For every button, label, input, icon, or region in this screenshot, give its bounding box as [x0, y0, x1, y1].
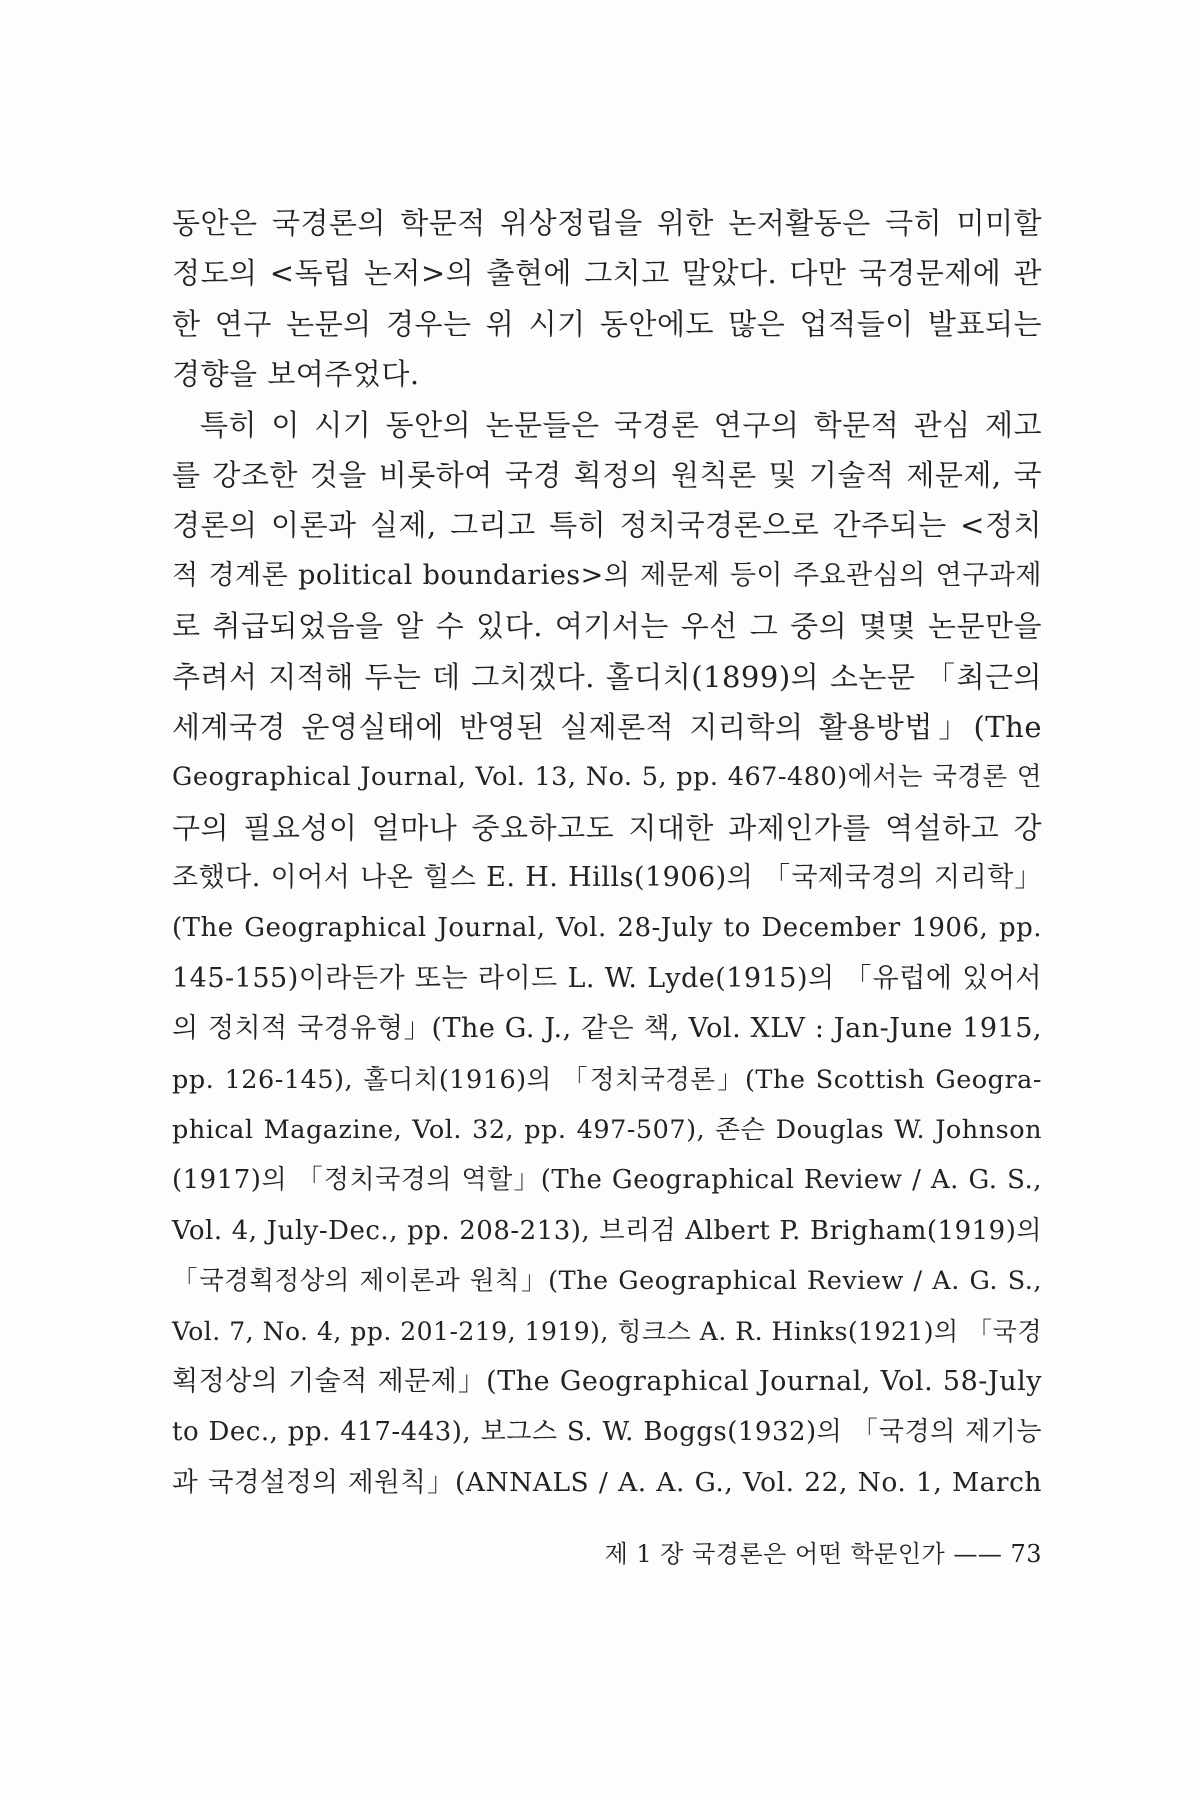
text-line: 정도의 <독립 논저>의 출현에 그치고 말았다. 다만 국경문제에 관: [172, 256, 1042, 291]
text-line: Vol. 4, July-Dec., pp. 208-213), 브리검 Albert P. Brigham(1919)의: [172, 1215, 1042, 1246]
text-line: 동안은 국경론의 학문적 위상정립을 위한 논저활동은 극히 미미할: [172, 206, 1042, 240]
text-line: Vol. 7, No. 4, pp. 201-219, 1919), 힝크스 A. R. Hinks(1921)의 「국경: [172, 1316, 1042, 1346]
text-line: 「국경획정상의 제이론과 원칙」(The Geographical Review / A. G. S.,: [172, 1266, 1042, 1297]
text-line: 특히 이 시기 동안의 논문들은 국경론 연구의 학문적 관심 제고: [200, 407, 1042, 442]
text-line: 145-155)이라든가 또는 라이드 L. W. Lyde(1915)의 「유럽에 있어서: [172, 962, 1042, 994]
text-line: 세계국경 운영실태에 반영된 실제론적 지리학의 활용방법」(The: [172, 709, 1042, 744]
text-line: 의 정치적 국경유형」(The G. J., 같은 책, Vol. XLV : Jan-June 1915,: [172, 1013, 1042, 1045]
text-line: 구의 필요성이 얼마나 중요하고도 지대한 과제인가를 역설하고 강: [172, 810, 1042, 845]
text-line: 경향을 보여주었다.: [172, 357, 420, 392]
text-line: Geographical Journal, Vol. 13, No. 5, pp. 467-480)에서는 국경론 연: [172, 762, 1042, 793]
text-line: 한 연구 논문의 경우는 위 시기 동안에도 많은 업적들이 발표되는: [172, 306, 1042, 341]
text-line: phical Magazine, Vol. 32, pp. 497-507), 존슨 Douglas W. Johnson: [172, 1115, 1042, 1146]
text-line: 경론의 이론과 실제, 그리고 특히 정치국경론으로 간주되는 <정치: [172, 508, 1042, 543]
text-line: 로 취급되었음을 알 수 있다. 여기서는 우선 그 중의 몇몇 논문만을: [172, 609, 1042, 644]
running-footer: [560, 1534, 1042, 1569]
text-line: (1917)의 「정치국경의 역할」(The Geographical Review / A. G. S.,: [172, 1165, 1042, 1196]
text-line: 획정상의 기술적 제문제」(The Geographical Journal, Vol. 58-July: [172, 1365, 1042, 1397]
text-line: 적 경계론 political boundaries>의 제문제 등이 주요관심의 연구과제: [172, 559, 1042, 591]
text-line: 과 국경설정의 제원칙」(ANNALS / A. A. G., Vol. 22, No. 1, March: [172, 1466, 1042, 1498]
text-line: pp. 126-145), 홀디치(1916)의 「정치국경론」(The Scottish Geogra-: [172, 1064, 1042, 1095]
text-line: to Dec., pp. 417-443), 보그스 S. W. Boggs(1932)의 「국경의 제기능: [172, 1417, 1042, 1448]
body-text: [172, 198, 1042, 1508]
running-head-with-page-number: 제 1 장 국경론은 어떤 학문인가 —— 73: [604, 1540, 1042, 1568]
text-line: (The Geographical Journal, Vol. 28-July to December 1906, pp.: [172, 913, 1042, 944]
text-line: 조했다. 이어서 나온 힐스 E. H. Hills(1906)의 「국제국경의 지리학」: [172, 862, 1042, 894]
text-line: 추려서 지적해 두는 데 그치겠다. 홀디치(1899)의 소논문 「최근의: [172, 659, 1042, 694]
text-line: 를 강조한 것을 비롯하여 국경 획정의 원칙론 및 기술적 제문제, 국: [172, 457, 1042, 492]
